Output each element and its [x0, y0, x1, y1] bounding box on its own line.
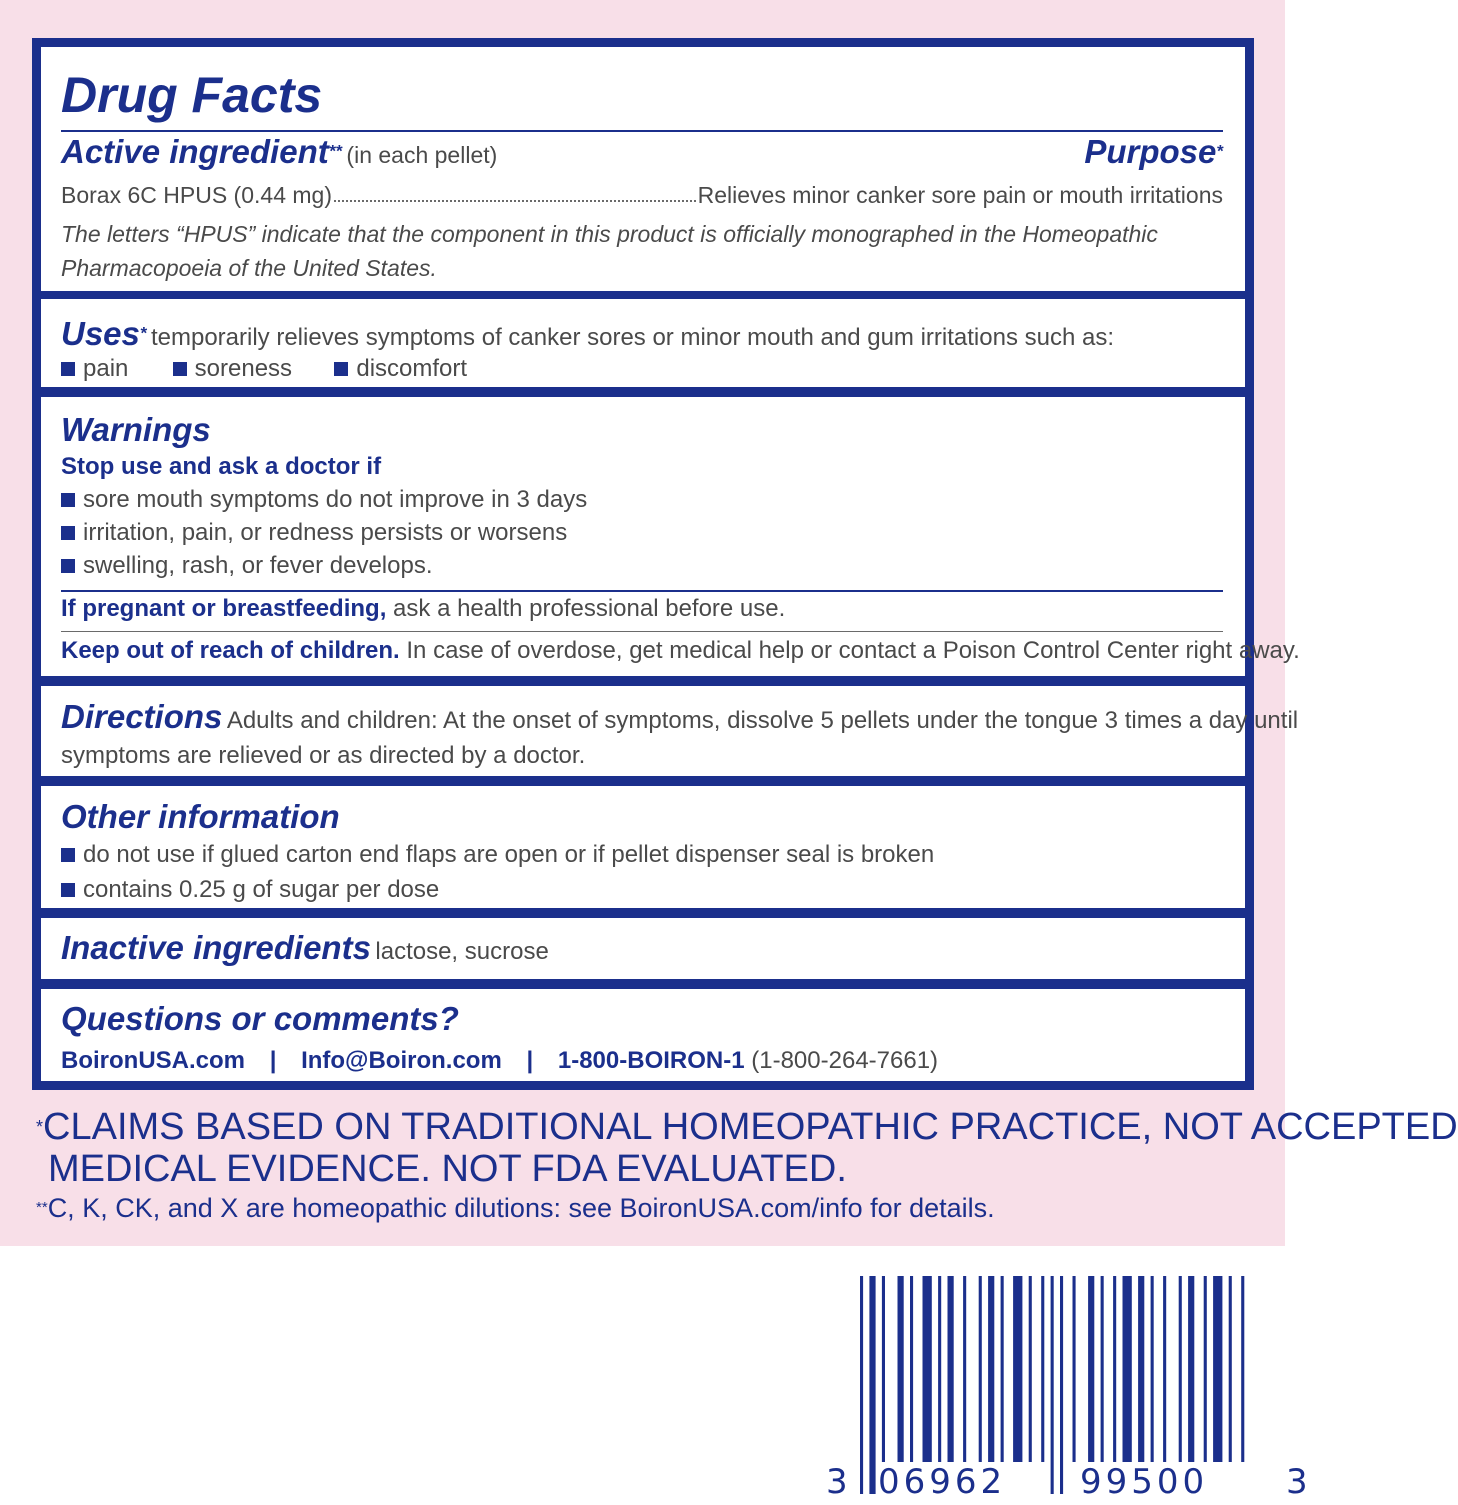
dilutions-footnote: **C, K, CK, and X are homeopathic dilutions: see BoironUSA.com/info for details.: [36, 1193, 995, 1223]
inactive-line: [61, 929, 549, 967]
inactive-section: [41, 918, 1245, 979]
inactive-heading: Inactive ingredients: [61, 929, 371, 966]
phone-link[interactable]: 1-800-BOIRON-1: [557, 1047, 745, 1074]
barcode-bar: [1123, 1276, 1132, 1462]
barcode-bar: [1073, 1276, 1076, 1462]
bullet-square-icon: [61, 493, 75, 507]
claims-footnote: *CLAIMS BASED ON TRADITIONAL HOMEOPATHIC PRACTICE, NOT ACCEPTED MEDICAL EVIDENCE. NOT FDA EVALUATED.: [36, 1106, 1458, 1190]
directions-line2: symptoms are relieved or as directed by a doctor.: [61, 742, 586, 769]
barcode-bar: [1041, 1276, 1044, 1462]
drug-facts-title: Drug Facts: [61, 67, 323, 123]
questions-section: [41, 989, 1245, 1081]
barcode-digit-right: 3: [1286, 1462, 1308, 1502]
bullet-square-icon: [61, 883, 75, 897]
directions-heading: Directions: [61, 698, 223, 735]
hpus-note-line1: The letters “HPUS” indicate that the component in this product is officially monographed in the Homeopathic: [61, 221, 1158, 247]
uses-item-pain: pain: [61, 355, 166, 383]
barcode-bar: [1229, 1276, 1232, 1462]
bullet-square-icon: [61, 559, 75, 573]
barcode-bar: [869, 1276, 875, 1494]
bullet-square-icon: [61, 848, 75, 862]
barcode-bar: [1138, 1276, 1144, 1462]
purpose-heading: Purpose: [1084, 133, 1217, 170]
barcode-bar: [1088, 1276, 1094, 1462]
warnings-section: [41, 397, 1300, 676]
uses-text: temporarily relieves symptoms of canker sores or minor mouth and gum irritations such as:: [150, 324, 1114, 351]
title-rule: [61, 130, 1223, 132]
uses-mark: *: [139, 323, 147, 343]
barcode-bar: [1163, 1276, 1166, 1462]
active-ingredient-heading: Active ingredient: [61, 133, 329, 170]
directions-section: [41, 686, 1299, 776]
uses-item-soreness: soreness: [173, 355, 328, 383]
uses-item-discomfort: discomfort: [334, 355, 467, 383]
ingredient-line: [61, 181, 1223, 209]
warning-item: sore mouth symptoms do not improve in 3 days: [61, 486, 587, 514]
email-link[interactable]: Info@Boiron.com: [301, 1047, 502, 1074]
barcode-digits-group1: 06962: [878, 1462, 1007, 1502]
barcode-digits-group2: 99500: [1080, 1462, 1209, 1502]
active-ingredient-section: [41, 47, 1245, 291]
bullet-square-icon: [334, 362, 348, 376]
directions-line1: Directions Adults and children: At the onset of symptoms, dissolve 5 pellets under the tongue 3 times a day until: [61, 698, 1299, 735]
active-ingredient-note: (in each pellet): [346, 142, 498, 168]
barcode-bar: [1101, 1276, 1104, 1462]
barcode-bar: [1060, 1276, 1063, 1494]
uses-heading: Uses: [61, 315, 140, 352]
barcode-bar: [860, 1276, 863, 1494]
barcode-digit-left: 3: [826, 1462, 848, 1502]
stop-use-heading: Stop use and ask a doctor if: [61, 453, 382, 480]
bullet-square-icon: [61, 526, 75, 540]
warnings-rule-1: [61, 590, 1223, 592]
other-info-item: contains 0.25 g of sugar per dose: [61, 876, 439, 904]
barcode-bar: [1179, 1276, 1182, 1462]
warning-item: irritation, pain, or redness persists or worsens: [61, 519, 567, 547]
barcode-bar: [1051, 1276, 1054, 1494]
pregnant-warning: If pregnant or breastfeeding, ask a health professional before use.: [61, 595, 786, 622]
barcode-bar: [979, 1276, 982, 1462]
barcode-bar: [963, 1276, 966, 1462]
warnings-heading: Warnings: [61, 411, 211, 448]
barcode-bar: [1204, 1276, 1207, 1462]
ingredient-purpose: Relieves minor canker sore pain or mouth irritations: [697, 182, 1223, 208]
website-link[interactable]: BoironUSA.com: [61, 1047, 246, 1074]
barcode-bar: [1001, 1276, 1004, 1462]
barcode-bar: [988, 1276, 994, 1462]
bullet-square-icon: [173, 362, 187, 376]
phone-numeric: (1-800-264-7661): [751, 1047, 939, 1074]
uses-section: [41, 299, 1245, 387]
barcode-bar: [898, 1276, 904, 1462]
barcode-bar: [1151, 1276, 1154, 1462]
other-info-section: [41, 786, 1245, 908]
barcode-bar: [882, 1276, 885, 1462]
barcode-bar: [1113, 1276, 1116, 1462]
other-info-item: do not use if glued carton end flaps are open or if pellet dispenser seal is broken: [61, 841, 934, 869]
ingredient-name: Borax 6C HPUS (0.44 mg): [61, 182, 332, 208]
barcode: [818, 1272, 1312, 1500]
barcode-bar: [1013, 1276, 1022, 1462]
inactive-text: lactose, sucrose: [375, 938, 549, 965]
hpus-note-line2: Pharmacopoeia of the United States.: [61, 255, 437, 281]
barcode-bar: [1241, 1276, 1244, 1462]
active-ingredient-mark: **: [328, 141, 342, 161]
uses-line: [61, 315, 1114, 353]
warnings-rule-2: [61, 631, 1223, 632]
purpose-header: [1084, 133, 1223, 171]
barcode-bar: [910, 1276, 913, 1462]
drug-facts-box: [32, 38, 1300, 1090]
barcode-bar: [1213, 1276, 1222, 1462]
dot-leader: [334, 181, 696, 202]
purpose-mark: *: [1216, 141, 1223, 161]
barcode-bar: [923, 1276, 932, 1462]
questions-heading: Questions or comments?: [61, 1000, 459, 1037]
barcode-bar: [1188, 1276, 1194, 1462]
barcode-bar: [948, 1276, 954, 1462]
barcode-bar: [1029, 1276, 1032, 1462]
contact-line: BoironUSA.com | Info@Boiron.com | 1-800-BOIRON-1 (1-800-264-7661): [61, 1047, 939, 1074]
active-ingredient-header: [61, 133, 497, 171]
other-info-heading: Other information: [61, 798, 340, 835]
warning-item: swelling, rash, or fever develops.: [61, 552, 433, 580]
uses-items: [61, 355, 467, 383]
children-warning: Keep out of reach of children. In case of overdose, get medical help or contact a Poison Control Center right away.: [61, 637, 1300, 664]
barcode-bar: [938, 1276, 941, 1462]
bullet-square-icon: [61, 362, 75, 376]
